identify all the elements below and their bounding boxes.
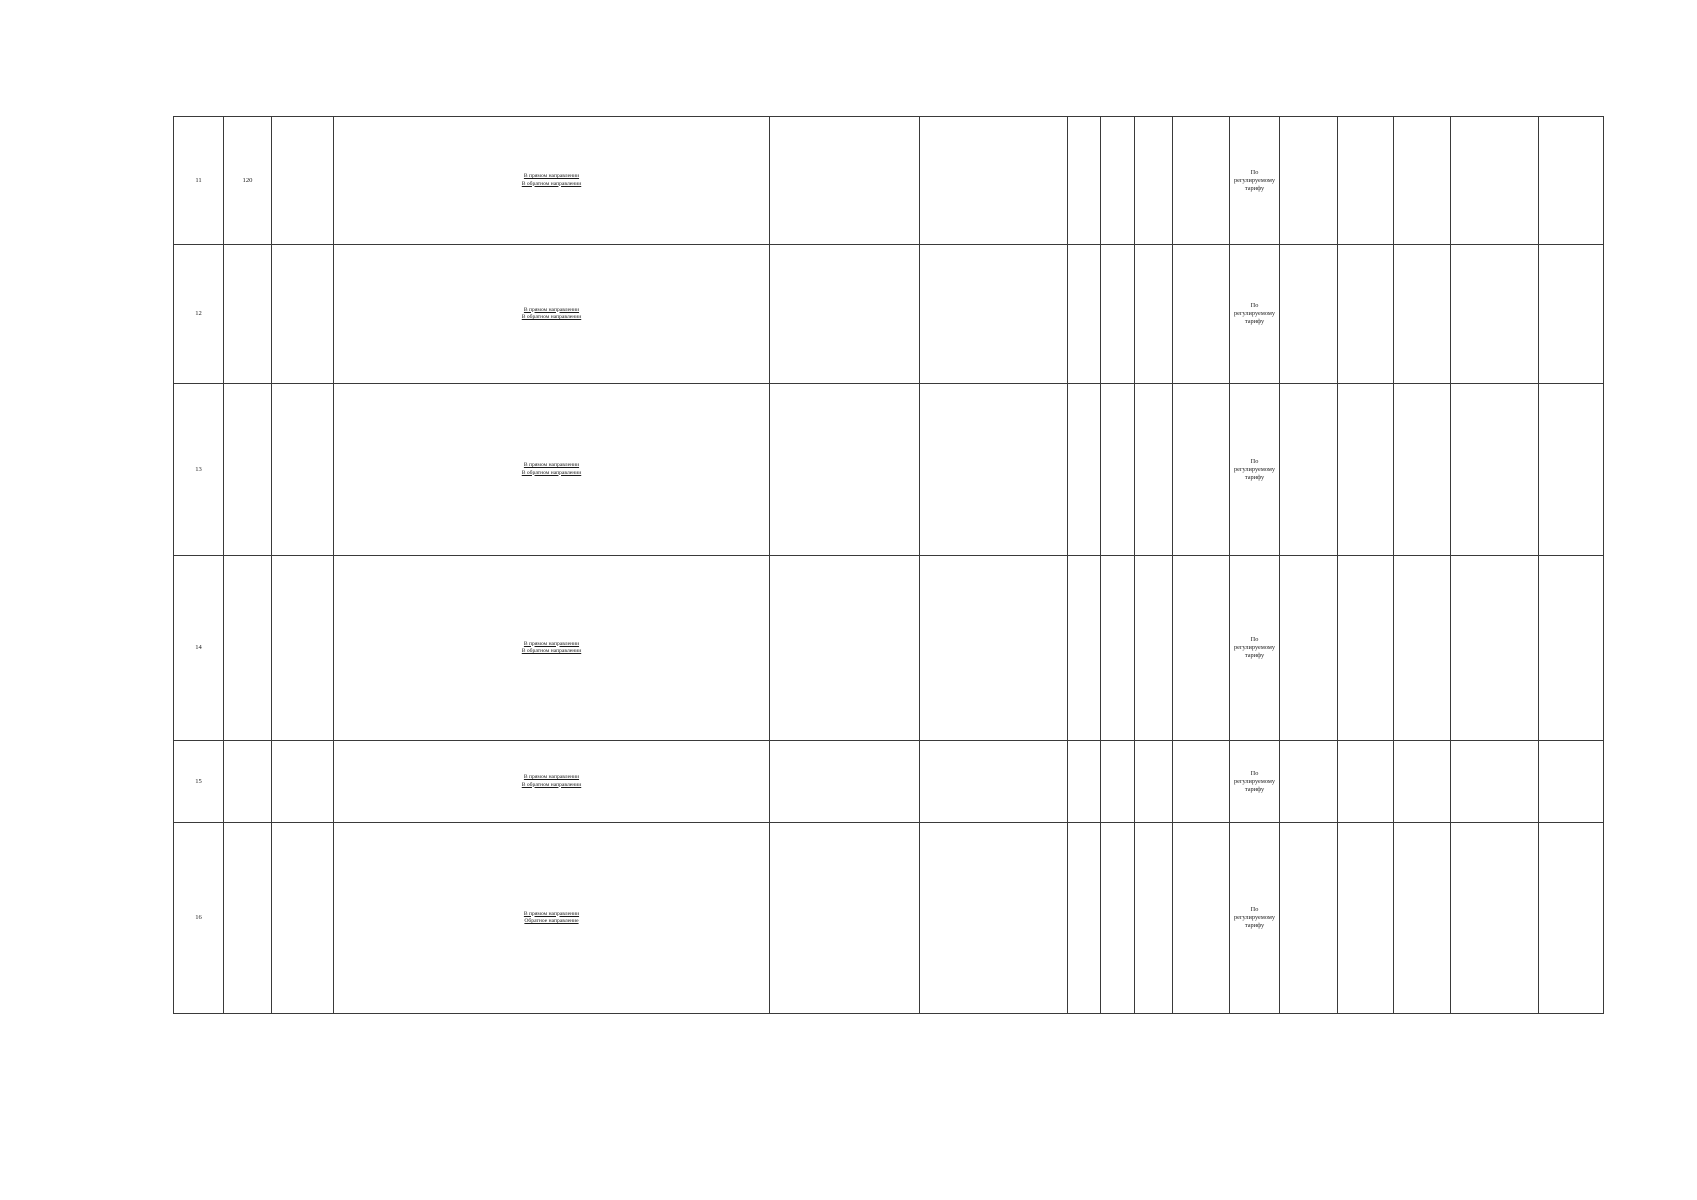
backward-direction-label: В обратном направлении [521, 180, 582, 187]
route-name [272, 117, 334, 245]
carrier [1451, 556, 1539, 741]
table-row [174, 741, 1604, 823]
forward-direction-label: В прямом направлении [523, 910, 580, 917]
length-total [1068, 117, 1101, 245]
length-forward [1101, 556, 1135, 741]
stop-procedure [1173, 556, 1230, 741]
route-name [272, 823, 334, 1014]
empty-cell [1539, 741, 1604, 823]
vehicle-class [1280, 245, 1338, 384]
empty-cell [1539, 245, 1604, 384]
table-row [174, 823, 1604, 1014]
stop-procedure [1173, 741, 1230, 823]
route-registration-number [224, 741, 272, 823]
route-stops-cell [334, 741, 770, 823]
tariff-type: По регулируемому тарифу [1230, 245, 1280, 384]
streets-forward [770, 245, 920, 384]
vehicle-count [1338, 741, 1394, 823]
route-stops-cell [334, 117, 770, 245]
table-row [174, 245, 1604, 384]
table-row [174, 384, 1604, 556]
route-registration-number [224, 556, 272, 741]
forward-direction-label: В прямом направлении [523, 774, 580, 781]
vehicle-class [1280, 823, 1338, 1014]
route-registration-number [224, 823, 272, 1014]
route-stops-cell [334, 823, 770, 1014]
forward-direction-label: В прямом направлении [523, 462, 580, 469]
streets-forward [770, 823, 920, 1014]
tariff-type: По регулируемому тарифу [1230, 823, 1280, 1014]
vehicle-count [1338, 823, 1394, 1014]
length-backward [1135, 245, 1173, 384]
route-sequence-number: 15 [174, 741, 224, 823]
stop-procedure [1173, 384, 1230, 556]
routes-table-body [174, 117, 1604, 1014]
vehicle-class [1280, 384, 1338, 556]
empty-cell [1539, 556, 1604, 741]
empty-cell [1539, 117, 1604, 245]
route-registration-number: 120 [224, 117, 272, 245]
length-total [1068, 823, 1101, 1014]
route-sequence-number: 14 [174, 556, 224, 741]
vehicle-count [1338, 556, 1394, 741]
vehicle-count [1338, 245, 1394, 384]
backward-direction-label: В обратном направлении [521, 781, 582, 788]
length-backward [1135, 117, 1173, 245]
length-forward [1101, 117, 1135, 245]
backward-direction-label: В обратном направлении [521, 648, 582, 654]
tariff-type: По регулируемому тарифу [1230, 384, 1280, 556]
stop-procedure [1173, 823, 1230, 1014]
routes-table [173, 116, 1604, 1014]
route-name [272, 741, 334, 823]
backward-direction-label: В обратном направлении [521, 314, 582, 320]
length-forward [1101, 245, 1135, 384]
length-backward [1135, 384, 1173, 556]
route-stops-cell [334, 384, 770, 556]
backward-direction-label: Обратное направление [524, 918, 579, 924]
empty-cell [1539, 823, 1604, 1014]
start-date [1394, 823, 1451, 1014]
length-total [1068, 384, 1101, 556]
streets-backward [920, 823, 1068, 1014]
tariff-type: По регулируемому тарифу [1230, 741, 1280, 823]
length-total [1068, 556, 1101, 741]
route-name [272, 245, 334, 384]
streets-forward [770, 117, 920, 245]
streets-forward [770, 741, 920, 823]
route-registration-number [224, 245, 272, 384]
empty-cell [1539, 384, 1604, 556]
table-row [174, 117, 1604, 245]
tariff-type: По регулируемому тарифу [1230, 556, 1280, 741]
route-sequence-number: 16 [174, 823, 224, 1014]
streets-backward [920, 117, 1068, 245]
vehicle-class [1280, 117, 1338, 245]
forward-direction-label: В прямом направлении [523, 173, 580, 180]
route-sequence-number: 13 [174, 384, 224, 556]
route-stops-cell [334, 245, 770, 384]
streets-forward [770, 384, 920, 556]
length-backward [1135, 741, 1173, 823]
length-total [1068, 245, 1101, 384]
streets-backward [920, 556, 1068, 741]
streets-backward [920, 384, 1068, 556]
document-sheet [173, 116, 1603, 1014]
route-stops-cell [334, 556, 770, 741]
start-date [1394, 245, 1451, 384]
vehicle-class [1280, 556, 1338, 741]
streets-backward [920, 245, 1068, 384]
forward-direction-label: В прямом направлении [523, 306, 580, 313]
vehicle-count [1338, 117, 1394, 245]
table-row [174, 556, 1604, 741]
backward-direction-label: В обратном направлении [521, 469, 582, 476]
carrier [1451, 245, 1539, 384]
length-backward [1135, 556, 1173, 741]
length-total [1068, 741, 1101, 823]
carrier [1451, 823, 1539, 1014]
route-name [272, 556, 334, 741]
tariff-type: По регулируемому тарифу [1230, 117, 1280, 245]
start-date [1394, 741, 1451, 823]
route-name [272, 384, 334, 556]
route-sequence-number: 12 [174, 245, 224, 384]
start-date [1394, 556, 1451, 741]
stop-procedure [1173, 245, 1230, 384]
length-backward [1135, 823, 1173, 1014]
start-date [1394, 117, 1451, 245]
length-forward [1101, 384, 1135, 556]
forward-direction-label: В прямом направлении [523, 640, 580, 647]
carrier [1451, 384, 1539, 556]
vehicle-class [1280, 741, 1338, 823]
stop-procedure [1173, 117, 1230, 245]
streets-backward [920, 741, 1068, 823]
route-sequence-number: 11 [174, 117, 224, 245]
carrier [1451, 117, 1539, 245]
streets-forward [770, 556, 920, 741]
length-forward [1101, 823, 1135, 1014]
vehicle-count [1338, 384, 1394, 556]
route-registration-number [224, 384, 272, 556]
length-forward [1101, 741, 1135, 823]
carrier [1451, 741, 1539, 823]
start-date [1394, 384, 1451, 556]
